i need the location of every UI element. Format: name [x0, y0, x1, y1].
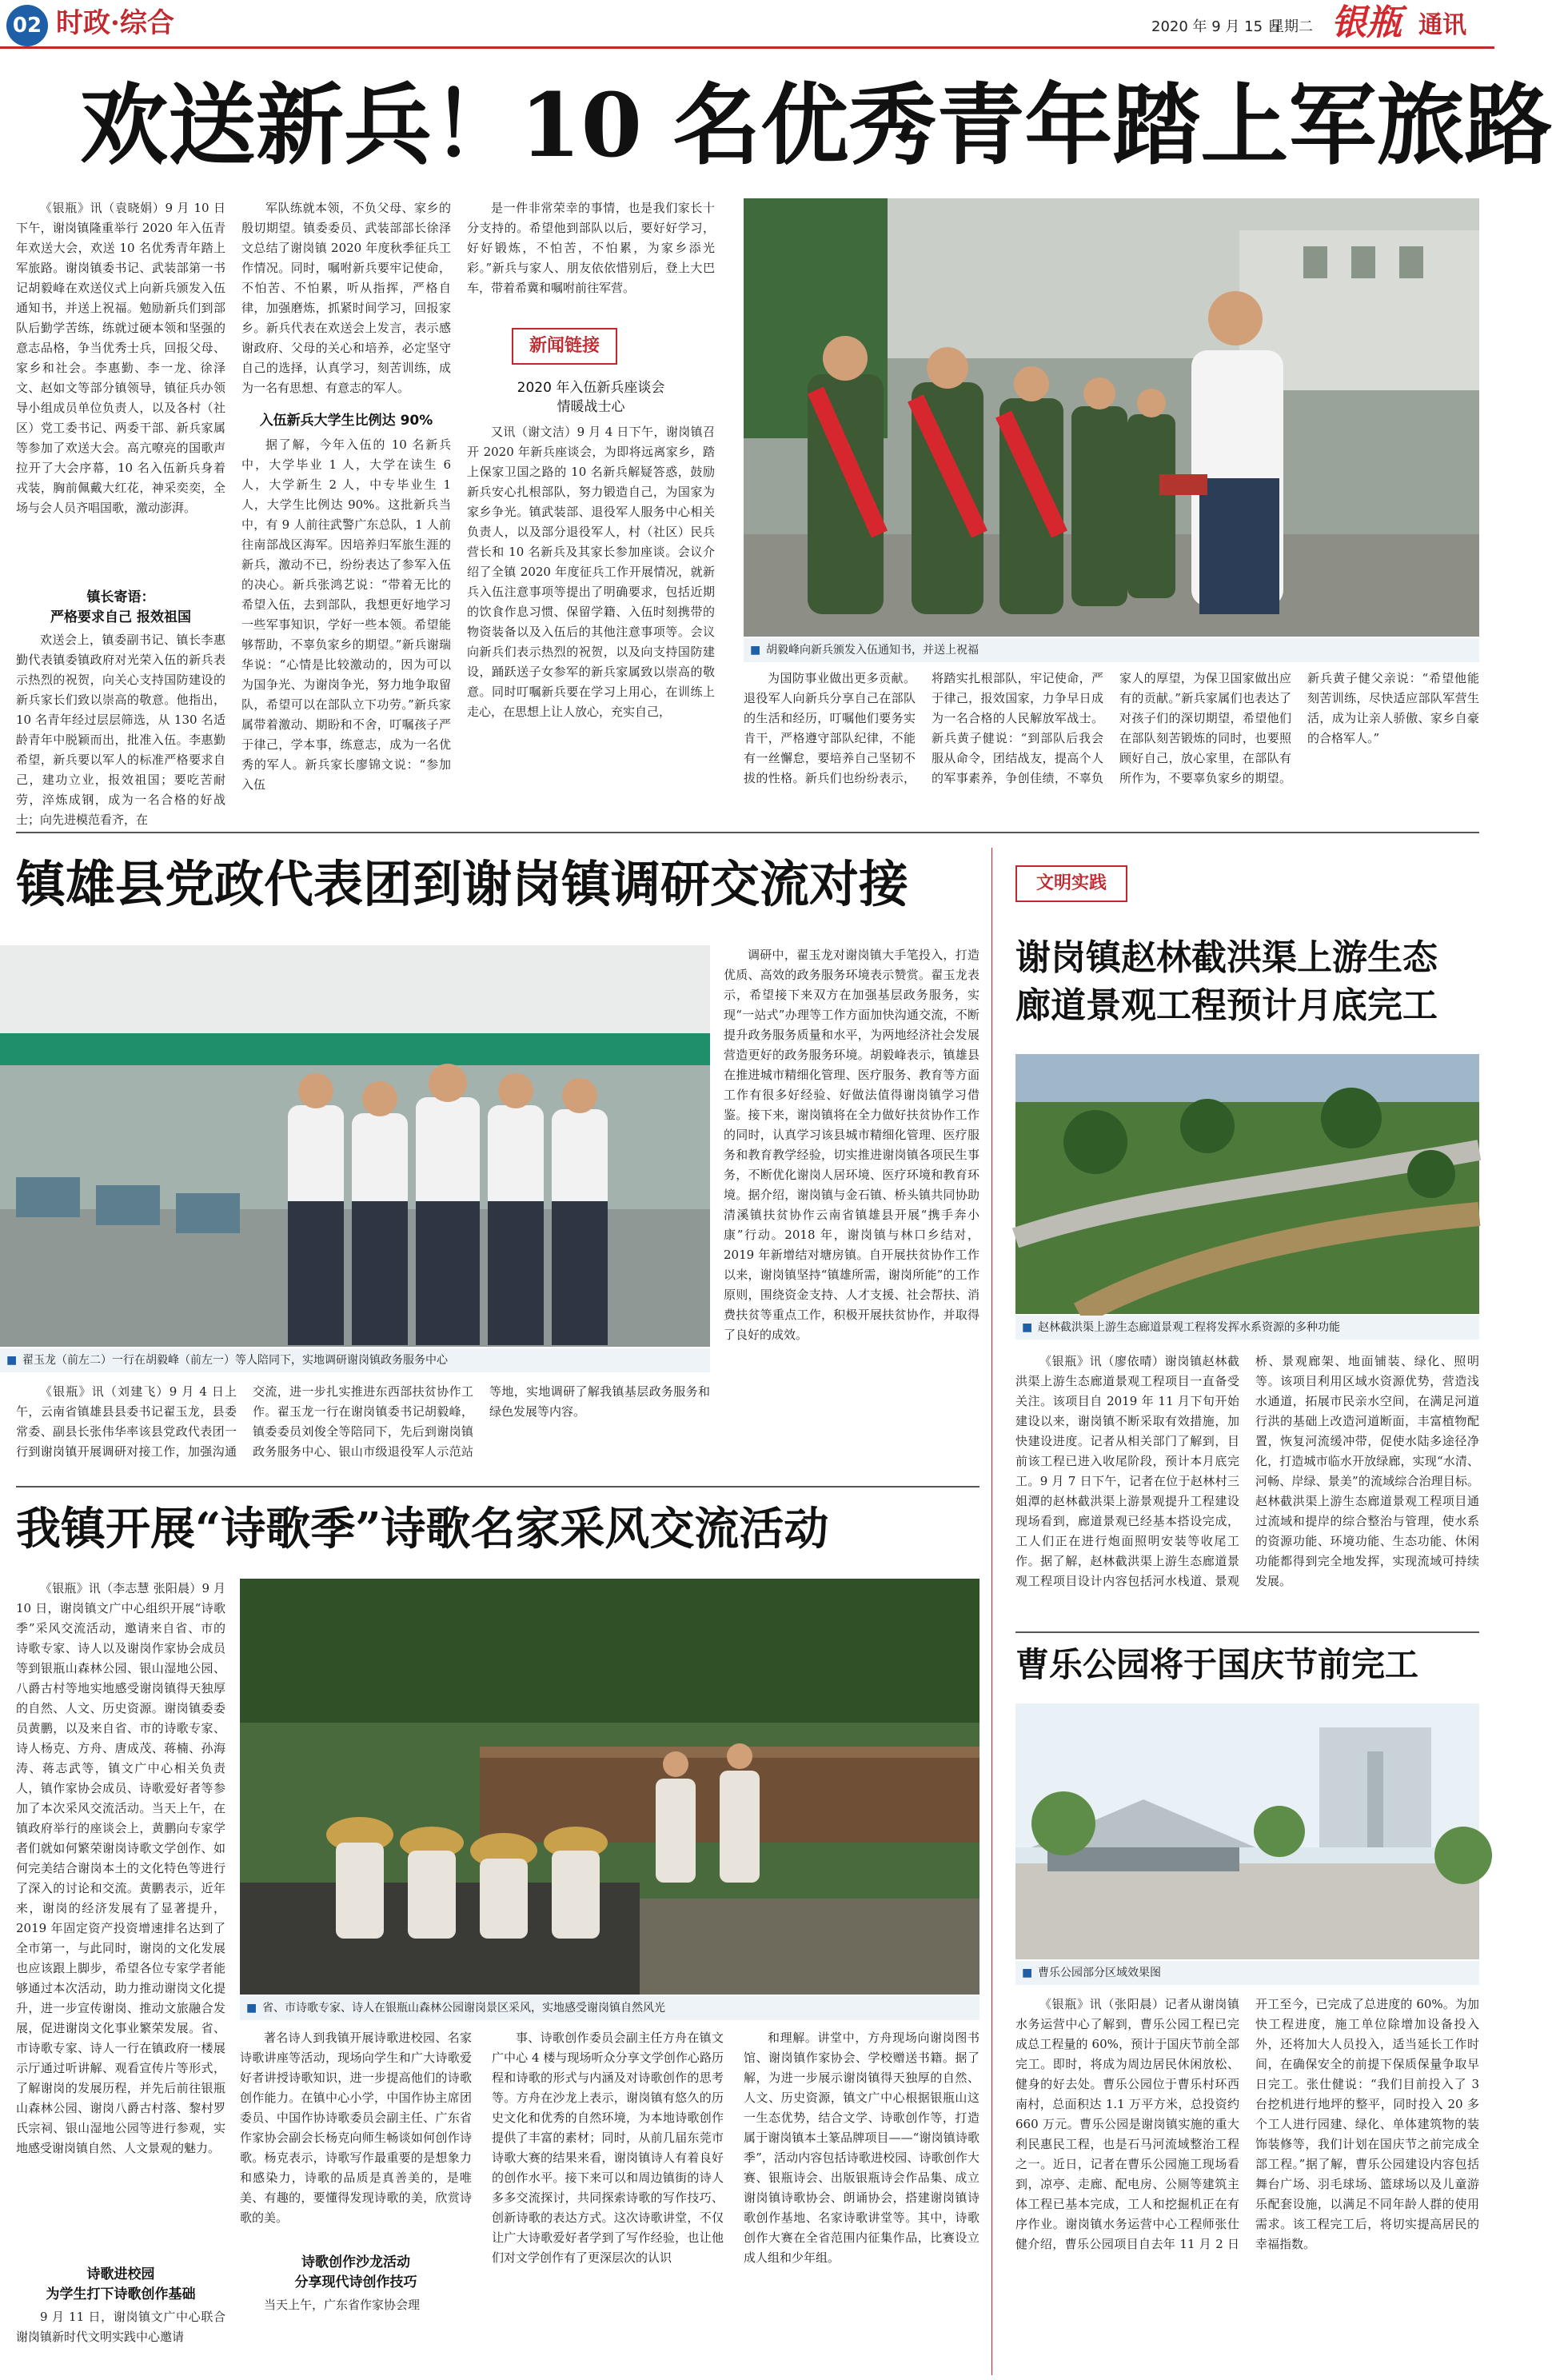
article3-left-text: 《银瓶》讯（李志慧 张阳晨）9 月 10 日，谢岗镇文广中心组织开展“诗歌季”采风交流活动，邀请来自省、市的诗歌专家、诗人以及谢岗作家协会成员等到银瓶山森林公园、银山湿地公园、八爵古村等地实地感受谢岗镇得天独厚的自然、人文、历史资源。谢岗镇委委员黄鹏，以及来自省、市的诗歌专家、诗人杨克、方舟、唐成茂、蒋楠、孙海涛、蒋志武等，镇文广中心相关负责人，镇作家协会成员、诗歌爱好者等参加了本次采风交流活动。当天上午，在镇政府举行的座谈会上，黄鹏向专家学者们就如何繁荣谢岗诗歌文学创作、如何完美结合谢岗本土的文化特色等进行了深入的讨论和交流。黄鹏表示，近年来，谢岗的经济发展有了显著提升，2019 年固定资产投资增速排名达到了全市第一，与此同时，谢岗的文化发展也应该跟上脚步，希望各位专家学者能够通过本次活动，助力推动谢岗文化提升，进一步宣传谢岗、推动文旅融合发展，促进谢岗文化事业繁荣发展。省、市诗歌专家、诗人一行在镇政府一楼展示厅通过听讲解、观看宣传片等形式，了解谢岗的发展历程，并先后前往银瓶山森林公园、谢岗八爵古村落、黎村罗氏宗祠、银山湿地公园等进行参观，实地感受谢岗镇自然、人文景观的魅力。	[16, 1581, 225, 2155]
article2-photo-caption-box	[0, 1348, 710, 1372]
article1-col3-text: 是一件非常荣幸的事情，也是我们家长十分支持的。希望他到部队以后，要好好学习，好好锻炼，不怕苦，不怕累，为家乡添光彩。”新兵与家人、朋友依依惜别后，登上大巴车，带着希冀和嘱咐前往军营。	[467, 201, 715, 295]
caption-square-icon: ■	[6, 1354, 18, 1367]
article4-text: 《银瓶》讯（廖依晴）谢岗镇赵林截洪渠上游生态廊道景观工程项目一直备受关注。该项目自 2019 年 11 月下旬开始建设以来，谢岗镇不断采取有效措施，加快建设进度。记者从相关部门了解到，目前该工程已进入收尾阶段，预计本月底完工。9 月 7 日下午，记者在位于赵林村三姐潭的赵林截洪渠上游景观提升工程建设现场看到，廊道景观已经基本搭设完成，工人们正在进行炮面照明安装等收尾工作。据了解，赵林截洪渠上游生态廊道景观工程项目设计内容包括河水栈道、景观桥、景观廊架、地面铺装、绿化、照明等。该项目利用区域水资源优势，营造浅水通道，拓展市民亲水空间，在满足河道行洪的基础上改造河道断面，丰富植物配置，恢复河流缓冲带，促使水陆多途径净化，打造城市临水开放绿廊，实现“水清、河畅、岸绿、景美”的流域综合治理目标。赵林截洪渠上游生态廊道景观工程项目通过流域和提岸的综合整治与管理，使水系的资源功能、环境功能、生态功能、休闲功能都得到完全地发挥，实现流域可持续发展。	[1015, 1354, 1479, 1588]
article3-subhead-school-a: 诗歌进校园	[86, 2266, 155, 2282]
article3-photo-caption-box	[240, 1996, 979, 2020]
article1-photo-caption-box	[744, 638, 1479, 662]
article1-subhead-mayor-b: 严格要求自己 报效祖国	[50, 609, 191, 625]
section-name: 时政·综合	[56, 7, 174, 39]
article1-col2-text: 军队练就本领，不负父母、家乡的殷切期望。镇委委员、武装部部长徐泽文总结了谢岗镇 2020 年度秋季征兵工作情况。同时，嘱咐新兵要牢记使命，不怕苦、不怕累，听从指挥，严格自律，加强磨炼，抓紧时间学习，回报家乡。新兵代表在欢送会上发言，表示感谢政府、父母的关心和培养，必定坚守自己的选择，认真学习，刻苦训练，成为一名有思想、有意志的军人。	[241, 201, 451, 395]
article3-subhead-salon-a: 诗歌创作沙龙活动	[301, 2254, 410, 2270]
recruits-photo-illustration	[744, 198, 1479, 637]
article3-photo	[240, 1579, 979, 1995]
article5-photo	[1015, 1703, 1479, 1959]
article3-photo-caption: 省、市诗歌专家、诗人在银瓶山森林公园谢岗景区采风，实地感受谢岗镇自然风光	[262, 2002, 665, 2015]
article5-photo-caption: 曹乐公园部分区域效果图	[1038, 1967, 1161, 1979]
date: 2020 年 9 月 15 日	[1151, 18, 1282, 35]
news-link-title-a: 2020 年入伍新兵座谈会	[517, 380, 665, 396]
page-header	[0, 0, 1494, 48]
article2-right-col: 调研中，翟玉龙对谢岗镇大手笔投入，打造优质、高效的政务服务环境表示赞赏。翟玉龙表示，希望接下来双方在加强基层政务服务，实现“一站式”办理等工作方面加快沟通交流，不断提升政务服务质量和水平，为两地经济社会发展营造更好的政务服务环境。胡毅峰表示，镇雄县在推进城市精细化管理、医疗服务、教育等方面工作有很多好经验、好做法值得谢岗镇学习借鉴。接下来，谢岗镇将在全力做好扶贫协作工作的同时，认真学习该县城市精细化管理、医疗服务和教育教学经验，切实推进谢岗镇各项民生事务，不断优化谢岗人居环境、医疗环境和教育环境。据介绍，谢岗镇与金石镇、桥头镇共同协助清溪镇扶贫协作云南省镇雄县开展“携手奔小康”行动。2018 年，谢岗镇与林口乡结对，2019 年新增结对塘房镇。自开展扶贫协作工作以来，谢岗镇坚持“镇雄所需，谢岗所能”的工作原则，围绕资金支持、人才支援、社会帮扶、消费扶贫等重点工作，积极开展扶贫协作，并取得了良好的成效。	[724, 948, 979, 1342]
article3-bottom-col2: 事、诗歌创作委员会副主任方舟在镇文广中心 4 楼与现场听众分享文学创作心路历程和诗歌的形式与内涵及对诗歌创作的思考等。方舟在沙龙上表示，谢岗镇有悠久的历史文化和优秀的自然环境，为本地诗歌创作提供了丰富的素材；同时，从前几届东莞市诗歌大赛的结果来看，谢岗镇诗人有着良好的创作水平。接下来可以和周边镇街的诗人多多交流探讨，共同探索诗歌的写作技巧、创新诗歌的表达方式。这次诗歌讲堂，不仅让广大诗歌爱好者学到了写作经验，也让他们对文学创作有了更深层次的认识	[492, 2031, 724, 2265]
caption-square-icon: ■	[1022, 1967, 1033, 1979]
article1-photo	[744, 198, 1479, 637]
news-link-tag: 新闻链接	[512, 328, 617, 365]
article3-bottom-col1-text-b: 当天上午，广东省作家协会理	[264, 2298, 421, 2312]
article2-photo-caption: 翟玉龙（前左二）一行在胡毅峰（前左一）等人陪同下，实地调研谢岗镇政务服务中心	[22, 1354, 448, 1367]
caption-square-icon: ■	[246, 2002, 257, 2015]
article4-photo-caption-box	[1015, 1316, 1479, 1340]
article2-bottom-text: 《银瓶》讯（刘建飞）9 月 4 日上午，云南省镇雄县县委书记翟玉龙，县委常委、副县长张伟华率该县党政代表团一行到谢岗镇开展调研对接工作，加强沟通交流，进一步扎实推进东西部扶贫协作工作。翟玉龙一行在谢岗镇委书记胡毅峰，镇委委员刘俊全等陪同下，先后到谢岗镇政务服务中心、银山市级退役军人示范站等地，实地调研了解我镇基层政务服务和绿色发展等内容。	[16, 1384, 710, 1459]
header-rule	[0, 46, 1494, 49]
article3-title: 我镇开展“诗歌季”诗歌名家采风交流活动	[16, 1503, 829, 1555]
brand-suffix: 通讯	[1418, 11, 1466, 39]
divider-3	[1015, 1631, 1479, 1633]
vertical-divider	[991, 848, 992, 2375]
article1-col2	[241, 198, 451, 818]
article3-left-text-b: 9 月 11 日，谢岗镇文广中心联合谢岗镇新时代文明实践中心邀请	[16, 2310, 225, 2344]
article3-bottom-col1	[240, 2028, 472, 2372]
article3-subhead-school-b: 为学生打下诗歌创作基础	[46, 2286, 196, 2302]
article3-subhead-salon-b: 分享现代诗创作技巧	[294, 2274, 417, 2290]
article4-title-line1: 谢岗镇赵林截洪渠上游生态	[1015, 937, 1438, 978]
news-link-text: 又讯（谢文洁）9 月 4 日下午，谢岗镇召开 2020 年新兵座谈会，为即将远离家乡，踏上保家卫国之路的 10 名新兵解疑答惑，鼓励新兵安心扎根部队，努力锻造自己，为国家为家乡争光。镇武装部、退役军人服务中心相关负责人，以及部分退役军人，村（社区）民兵营长和 10 名新兵及其家长参加座谈。会议介绍了全镇 2020 年度征兵工作开展情况，就新兵入伍注意事项等提出了明确要求，包括近期的饮食作息习惯、保留学籍、入伍时刻携带的物资装备以及入伍后的其他注意事项等。会议向新兵们表示热烈的祝贺，以及向支持国防建设，踊跃送子女参军的新兵家属致以崇高的敬意。同时叮嘱新兵要在学习上用心，在训练上走心，在思想上让人放心，充实自己，	[467, 425, 715, 719]
article4-photo	[1015, 1054, 1479, 1314]
article5-title: 曹乐公园将于国庆节前完工	[1015, 1645, 1419, 1684]
page-number-badge: 02	[6, 5, 48, 46]
article4-title-line2: 廊道景观工程预计月底完工	[1015, 985, 1438, 1026]
caption-square-icon: ■	[750, 644, 761, 657]
weekday: 星期二	[1270, 18, 1313, 35]
article5-text: 《银瓶》讯（张阳晨）记者从谢岗镇水务运营中心了解到，曹乐公园工程已完成总工程量的 60%，预计于国庆节前全部完工。即时，将成为周边居民休闲放松、健身的好去处。曹乐公园位于曹乐村环西南村，总面积达 1.1 万平方米，总投资约 660 万元。曹乐公园是谢岗镇实施的重大利民惠民工程，也是石马河流域整治工程之一。近日，记者在曹乐公园施工现场看到，凉亭、走廊、配电房、公厕等建筑主体工程已基本完成，工人和挖掘机正在有序作业。谢岗镇水务运营中心工程师张仕健介绍，曹乐公园项目自去年 11 月 2 日开工至今，已完成了总进度的 60%。为加快工程进度，施工单位除增加设备投入外，还将加大人员投入，适当延长工作时间，在确保安全的前提下保质保量争取早日完工。张仕健说：“我们目前投入了 3 台挖机进行地坪的整平，同时投入 20 多个工人进行园建、绿化、单体建筑物的装饰装修等，我们计划在国庆节之前完成全部工程。”据了解，曹乐公园建设内容包括舞台广场、羽毛球场、篮球场以及儿童游乐配套设施，以满足不同年龄人群的使用需求。该工程完工后，将切实提高居民的幸福指数。	[1015, 1997, 1479, 2251]
caption-square-icon: ■	[1022, 1321, 1033, 1334]
article1-bottom-text: 为国防事业做出更多贡献。退役军人向新兵分享自己在部队的生活和经历，叮嘱他们要务实肯干，严格遵守部队纪律，不能有一丝懈怠，要培养自己坚韧不拔的性格。新兵们也纷纷表示，将踏实扎根部队，牢记使命，严于律己，报效国家，力争早日成为一名合格的人民解放军战士。新兵黄子健说：“到部队后我会服从命令，团结战友，提高个人的军事素养，争创佳绩，不辜负家人的厚望，为保卫国家做出应有的贡献。”新兵家属们也表达了对孩子们的深切期望，希望他们在部队刻苦锻炼的同时，也要照顾好自己，放心家里，在部队有所作为，不要辜负家乡的期望。新兵黄子健父亲说：“希望他能刻苦训练，尽快适应部队军营生活，成为让亲人骄傲、家乡自豪的合格军人。”	[744, 671, 1479, 785]
article3-left-col	[16, 1579, 225, 2370]
article1-col1	[16, 198, 225, 827]
divider-1	[16, 832, 1479, 833]
article1-col1b-text: 欢送会上，镇委副书记、镇长李惠勤代表镇委镇政府对光荣入伍的新兵表示热烈的祝贺，向关心支持国防建设的新兵家长们致以崇高的敬意。他指出，10 名青年经过层层筛选，从 130 名适龄青年中脱颖而出，批准入伍。李惠勤希望，新兵要以军人的标准严格要求自己，建功立业，报效祖国；要吃苦耐劳，淬炼成钢，成为一名合格的好战士；向先进模范看齐，在	[16, 633, 225, 827]
civility-practice-tag: 文明实践	[1015, 865, 1127, 902]
greenway-photo-illustration	[1015, 1054, 1479, 1314]
article2-title: 镇雄县党政代表团到谢岗镇调研交流对接	[16, 855, 909, 913]
poets-photo-illustration	[240, 1579, 979, 1995]
article1-col1-text: 《银瓶》讯（袁晓娟）9 月 10 日下午，谢岗镇隆重举行 2020 年入伍青年欢送大会，欢送 10 名优秀青年踏上军旅路。谢岗镇委书记、武装部第一书记胡毅峰在欢送仪式上向新兵颁发入伍通知书，并送上祝福。勉励新兵们到部队后勤学苦练，练就过硬本领和坚强的意志品格，争当优秀士兵，回报父母、家乡和社会。李惠勤、李一龙、徐泽文、赵如文等部分镇领导，镇征兵办领导小组成员单位负责人，以及各村（社区）党工委书记、两委干部、新兵家属等参加了欢送大会。高亢嘹亮的国歌声拉开了大会序幕，10 名入伍新兵身着戎装，胸前佩戴大红花，神采奕奕，全场与会人员齐唱国歌，激动澎湃。	[16, 201, 225, 515]
article2-photo	[0, 945, 710, 1347]
article3-bottom-col1-text: 著名诗人到我镇开展诗歌进校园、名家诗歌讲座等活动，现场向学生和广大诗歌爱好者讲授诗歌知识，进一步提高他们的诗歌创作能力。在镇中心小学，中国作协主席团委员、中国作协诗歌委员会副主任、广东省作家协会副会长杨克向师生畅谈如何创作诗歌。杨克表示，诗歌写作最重要的是想象力和感染力，诗歌的品质是真善美的，是唯美、有趣的，要懂得发现诗歌的美，欣赏诗歌的美。	[240, 2031, 472, 2225]
article1-title: 欢送新兵！10 名优秀青年踏上军旅路	[80, 74, 1552, 177]
article1-photo-caption: 胡毅峰向新兵颁发入伍通知书，并送上祝福	[766, 644, 979, 657]
office-photo-illustration	[0, 945, 710, 1347]
article3-bottom-col3: 和理解。讲堂中，方舟现场向谢岗图书馆、谢岗镇作家协会、学校赠送书籍。据了解，为进一步展示谢岗镇得天独厚的自然、人文、历史资源，镇文广中心根据银瓶山这一生态优势，结合文学、诗歌创作等，打造属于谢岗镇本土篆品牌项目——“谢岗镇诗歌季”，活动内容包括诗歌进校园、诗歌创作大赛、银瓶诗会、出版银瓶诗会作品集、成立谢岗镇诗歌协会、朗诵协会，搭建谢岗镇诗歌创作基地、名家诗歌讲堂等。其中，诗歌创作大赛在全省范围内征集作品，比赛设立成人组和少年组。	[744, 2031, 979, 2265]
article1-col2b-text: 据了解，今年入伍的 10 名新兵中，大学毕业 1 人，大学在读生 6 人，大学新生 2 人，中专毕业生 1 人，大学生比例达 90%。这批新兵当中，有 9 人前往武警广东总队，1 人前往南部战区海军。因培养归军旅生涯的新兵，激动不已，纷纷表达了参军入伍的决心。新兵张鸿艺说：“带着无比的希望入伍，去到部队，我想更好地学习一些军事知识，学好一些本领。希望能够帮助，不辜负家乡的期望。”新兵谢瑞华说：“心情是比较激动的，因为可以为国争光、为谢岗争光，努力地争取留队，希望可以在部队立下功劳。”新兵家属带着激动、期盼和不舍，叮嘱孩子严于律己，学本事，练意志，成为一名优秀的军人。新兵家长廖锦文说：“参加入伍	[241, 437, 451, 792]
article1-subhead-ratio: 入伍新兵大学生比例达 90%	[259, 413, 433, 429]
brand-logo: 银瓶	[1331, 2, 1402, 43]
park-rendering-illustration	[1015, 1703, 1479, 1959]
divider-2	[16, 1486, 979, 1488]
article1-subhead-mayor-a: 镇长寄语：	[86, 589, 155, 605]
article5-photo-caption-box	[1015, 1961, 1479, 1985]
article4-photo-caption: 赵林截洪渠上游生态廊道景观工程将发挥水系资源的多种功能	[1038, 1321, 1340, 1334]
news-link-title-b: 情暖战士心	[557, 399, 625, 415]
